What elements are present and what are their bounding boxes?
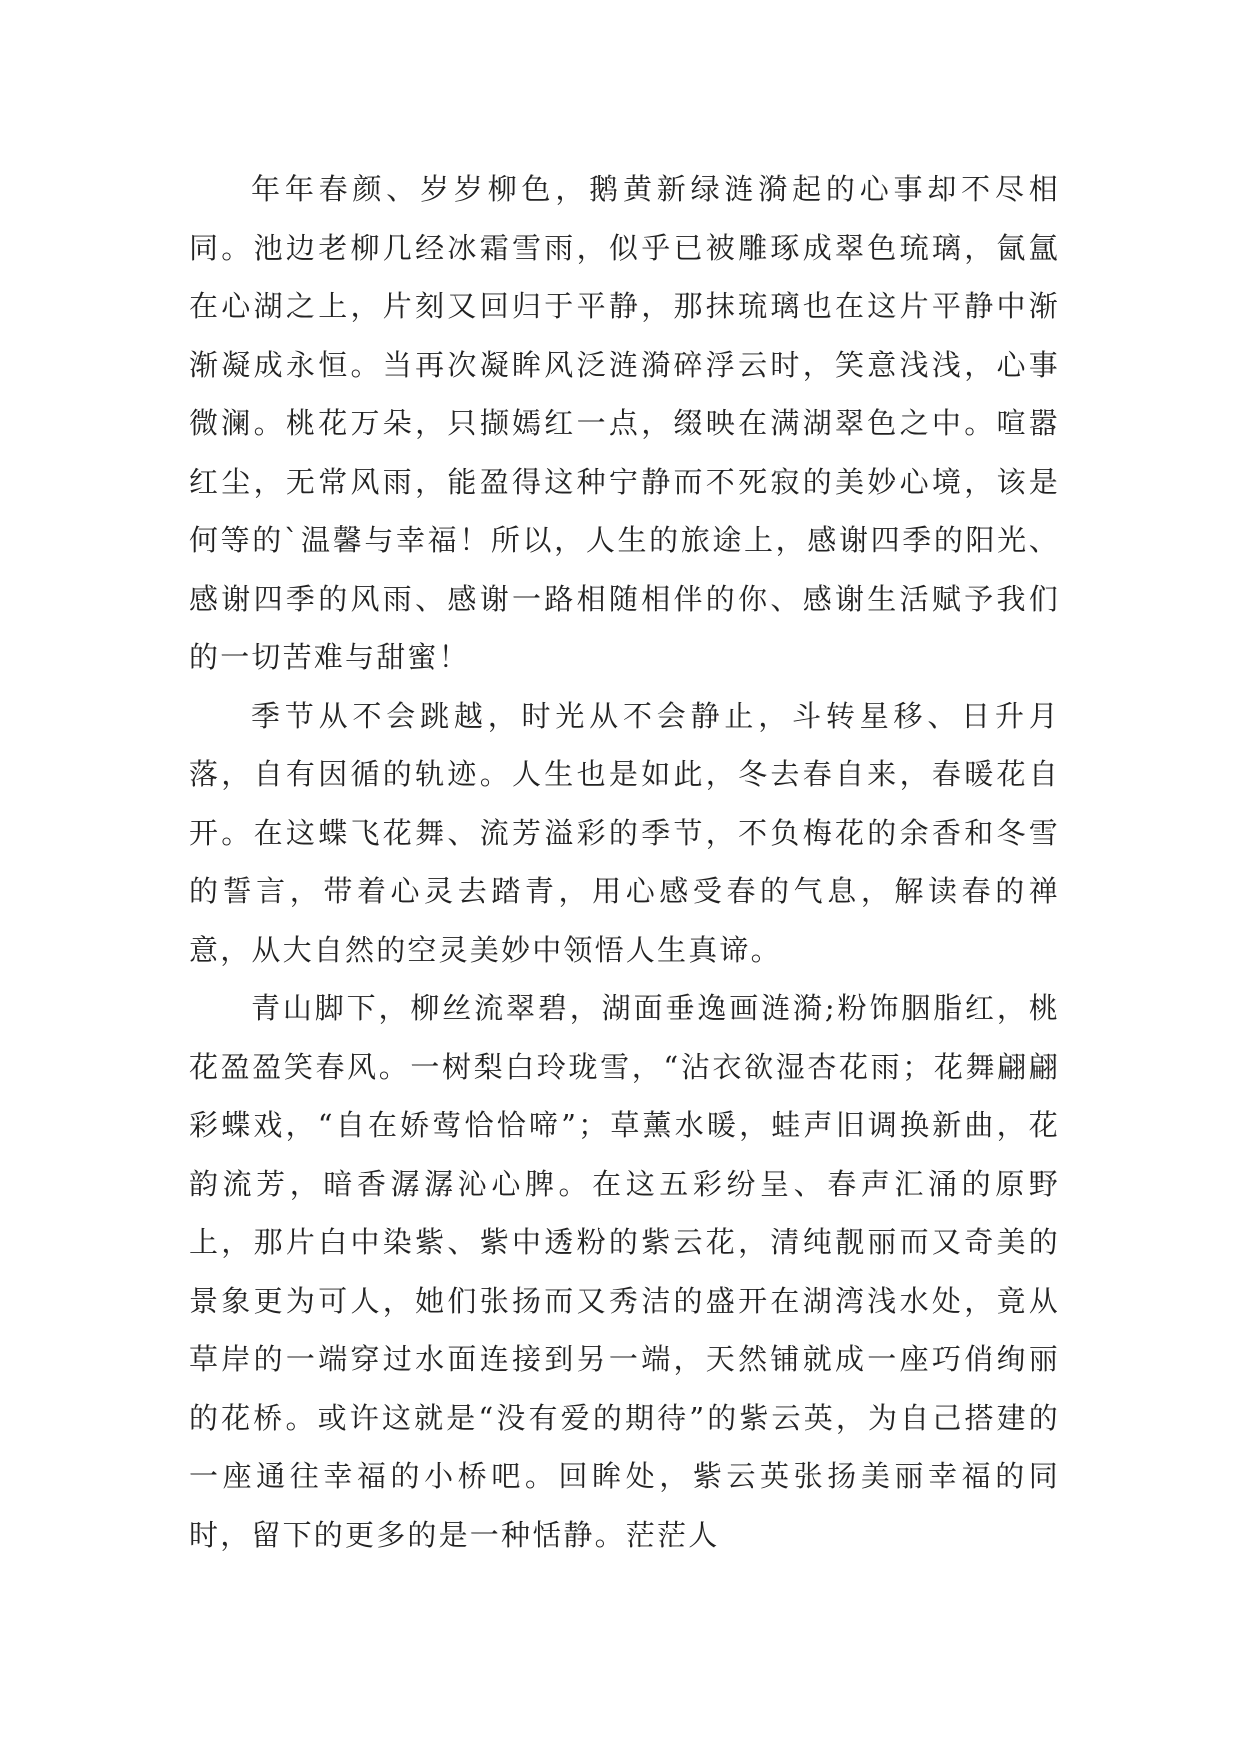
paragraph-3: 青山脚下，柳丝流翠碧，湖面垂逸画涟漪;粉饰胭脂红，桃花盈盈笑春风。一树梨白玲珑雪，“沾衣欲湿杏花雨；花舞翩翩彩蝶戏，“自在娇莺恰恰啼”；草薰水暖，蛙声旧调换新曲，花韵流芳，暗香潺潺沁心脾。在这五彩纷呈、春声汇涌的原野上，那片白中染紫、紫中透粉的紫云花，清纯靓丽而又奇美的景象更为可人，她们张扬而又秀洁的盛开在湖湾浅水处，竟从草岸的一端穿过水面连接到另一端，天然铺就成一座巧俏绚丽的花桥。或许这就是“没有爱的期待”的紫云英，为自己搭建的一座通往幸福的小桥吧。回眸处，紫云英张扬美丽幸福的同时，留下的更多的是一种恬静。茫茫人 bbox=[189, 991, 1060, 1552]
paragraph-2: 季节从不会跳越，时光从不会静止，斗转星移、日升月落，自有因循的轨迹。人生也是如此，冬去春自来，春暖花自开。在这蝶飞花舞、流芳溢彩的季节，不负梅花的余香和冬雪的誓言，带着心灵去踏青，用心感受春的气息，解读春的禅意，从大自然的空灵美妙中领悟人生真谛。 bbox=[189, 698, 1060, 967]
paragraph-1: 年年春颜、岁岁柳色，鹅黄新绿涟漪起的心事却不尽相同。池边老柳几经冰霜雪雨，似乎已被雕琢成翠色琉璃，氤氲在心湖之上，片刻又回归于平静，那抹琉璃也在这片平静中渐渐凝成永恒。当再次凝眸风泛涟漪碎浮云时，笑意浅浅，心事微澜。桃花万朵，只撷嫣红一点，缀映在满湖翠色之中。喧嚣红尘，无常风雨，能盈得这种宁静而不死寂的美妙心境，该是何等的`温馨与幸福！所以，人生的旅途上，感谢四季的阳光、感谢四季的风雨、感谢一路相随相伴的你、感谢生活赋予我们的一切苦难与甜蜜！ bbox=[189, 172, 1060, 674]
document-body bbox=[189, 160, 1060, 1564]
